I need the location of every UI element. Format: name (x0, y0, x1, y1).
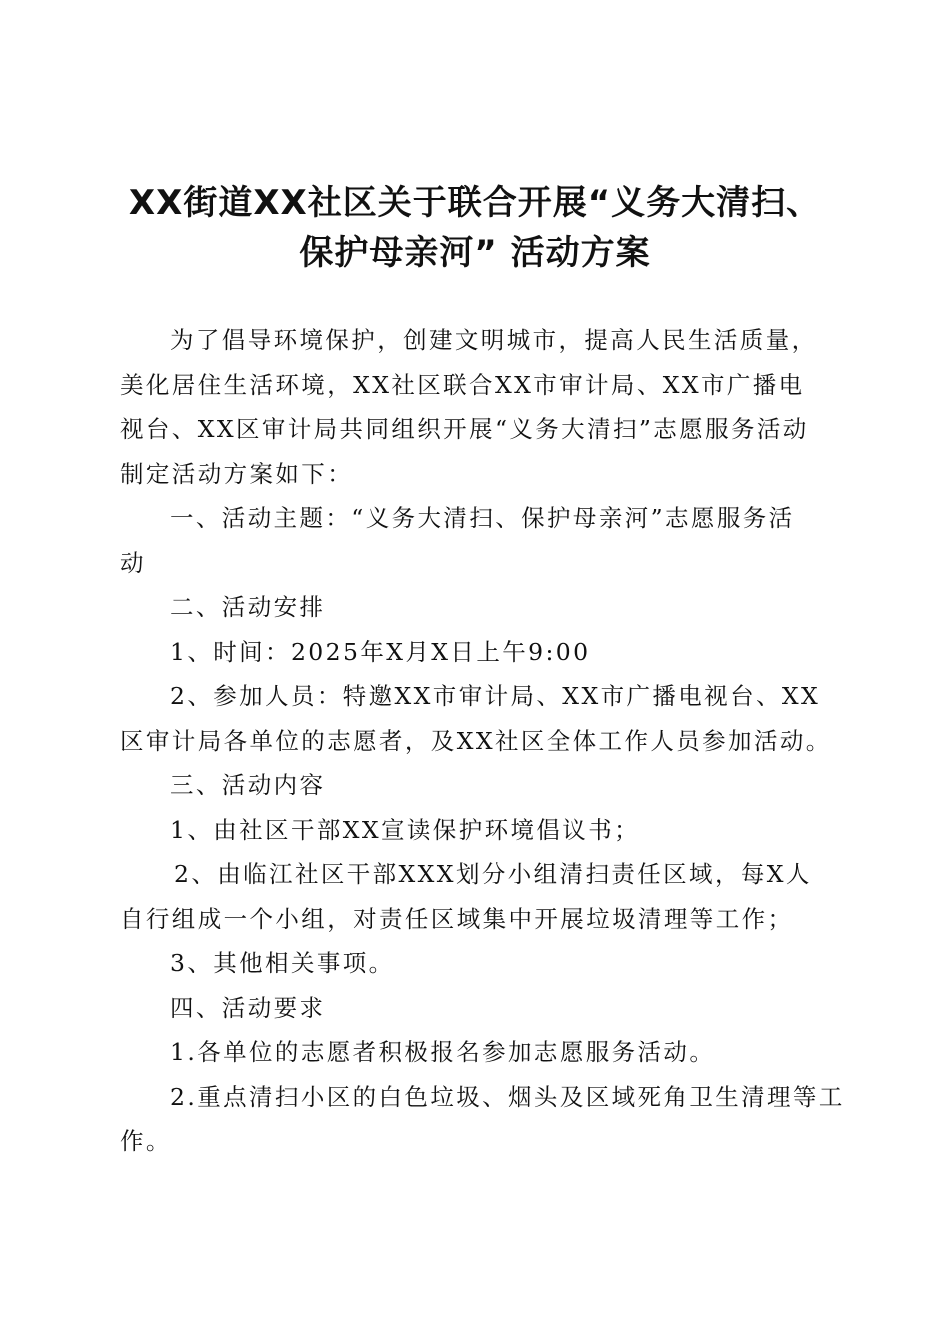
title-line-1: XX街道XX社区关于联合开展“义务大清扫、 (128, 183, 822, 223)
list-item: 1、时间：2025年X月X日上午9:00 (170, 637, 591, 666)
document-body (120, 318, 845, 1164)
section-heading-2: 二、活动安排 (170, 593, 326, 621)
paragraph-line: 动 (120, 548, 146, 577)
section-heading-1: 一、活动主题：“义务大清扫、保护母亲河”志愿服务活 (170, 504, 795, 532)
title-line-2: 保护母亲河” 活动方案 (299, 233, 651, 273)
paragraph-line: 作。 (120, 1127, 172, 1155)
section-heading-3: 三、活动内容 (170, 771, 326, 799)
paragraph-line: 视台、XX区审计局共同组织开展“义务大清扫”志愿服务活动 (120, 415, 809, 443)
paragraph-line: 制定活动方案如下： (120, 459, 354, 488)
list-item: 3、其他相关事项。 (170, 949, 395, 977)
paragraph-line: 为了倡导环境保护，创建文明城市，提高人民生活质量， (170, 326, 818, 354)
list-item: 2、参加人员：特邀XX市审计局、XX市广播电视台、XX (170, 682, 821, 710)
paragraph-line: 自行组成一个小组，对责任区域集中开展垃圾清理等工作； (120, 904, 794, 933)
list-item: 1.各单位的志愿者积极报名参加志愿服务活动。 (170, 1038, 716, 1066)
list-item: 2、由临江社区干部XXX划分小组清扫责任区域，每X人 (174, 860, 812, 888)
paragraph-line: 区审计局各单位的志愿者，及XX社区全体工作人员参加活动。 (120, 726, 832, 755)
paragraph-line: 美化居住生活环境，XX社区联合XX市审计局、XX市广播电 (120, 370, 805, 399)
section-heading-4: 四、活动要求 (170, 993, 326, 1022)
document-title (105, 178, 845, 278)
list-item: 1、由社区干部XX宣读保护环境倡议书； (170, 815, 641, 844)
list-item: 2.重点清扫小区的白色垃圾、烟头及区域死角卫生清理等工 (170, 1082, 845, 1111)
